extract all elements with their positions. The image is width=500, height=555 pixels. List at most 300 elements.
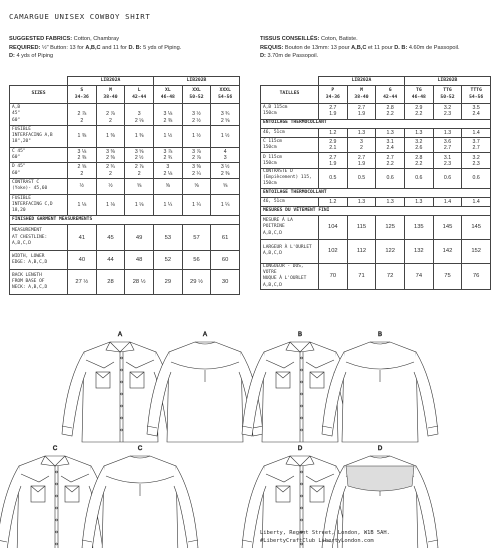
cell-text: (Empiècement) 115, 150cm: [263, 175, 312, 187]
value-cell: 52: [154, 250, 183, 269]
cell-text: 1.3: [357, 198, 366, 205]
value-cell: [462, 197, 491, 206]
value-cell: [125, 178, 154, 194]
cell-text: 3 ⅞: [163, 148, 173, 155]
cell-text: EDGE: A,B,C,D: [12, 259, 48, 265]
cell-text: 3 ⅝: [134, 148, 144, 155]
size-header-row: [10, 86, 240, 104]
required-d2-fr: D:: [260, 53, 266, 60]
cell-text: 1.4: [443, 198, 452, 205]
value-cell: [462, 215, 491, 239]
cell-text: 2: [137, 170, 141, 177]
cell-text: 2: [360, 145, 363, 152]
cell-text: XL: [165, 88, 171, 94]
cell-text: 3: [166, 164, 170, 171]
value-cell: [319, 169, 348, 189]
cell-text: 18,20: [12, 208, 26, 214]
size-header: [154, 86, 183, 104]
cell-text: 2 ¾: [163, 155, 173, 162]
value-cell: [182, 194, 211, 216]
value-cell: [462, 137, 491, 153]
cell-text: ⅝: [194, 183, 199, 190]
view-label: A: [202, 332, 208, 338]
cell-text: 2.3: [443, 160, 452, 167]
cell-text: 145: [442, 224, 453, 231]
cell-text: 2.8: [386, 105, 394, 112]
row-label: [10, 147, 68, 163]
cell-text: 3: [137, 111, 141, 118]
shirt-back-drawing: [322, 332, 438, 442]
cell-text: LARGEUR À L'OURLET: [263, 245, 312, 251]
fabrics-label: SUGGESTED FABRICS:: [9, 36, 73, 42]
value-cell: [125, 147, 154, 163]
cell-text: 150cm: [263, 111, 277, 117]
size-header: [182, 86, 211, 104]
value-cell: [68, 104, 97, 126]
cell-text: 2.8: [415, 154, 423, 161]
cell-text: FROM BASE OF: [12, 279, 45, 285]
value-cell: [182, 163, 211, 179]
value-cell: [405, 197, 434, 206]
table-row: [261, 215, 491, 239]
cell-text: 34-36: [325, 94, 340, 100]
section-row: [10, 216, 240, 225]
section-row: [261, 206, 491, 215]
cell-text: 3.7: [472, 138, 480, 145]
required-text-2: and 11 for: [102, 44, 127, 51]
value-cell: 28 ½: [125, 269, 154, 295]
cell-text: FUSIBLE: [12, 127, 31, 133]
required-text-3-fr: 4.60m de Passopoil.: [408, 44, 460, 51]
cell-text: XXL: [192, 88, 201, 94]
address-line: Liberty, Regent Street, London, W1B 5AH.: [260, 530, 390, 536]
cell-text: 3 ½: [220, 164, 230, 171]
row-label: [10, 194, 68, 216]
cell-text: 3.1: [443, 154, 452, 161]
blank-cell: [261, 77, 319, 86]
cell-text: 2: [109, 117, 112, 124]
cell-text: 1.9: [357, 111, 366, 118]
row-label: [10, 269, 68, 295]
cell-text: 3: [223, 155, 227, 162]
value-cell: [154, 147, 183, 163]
value-cell: [433, 197, 462, 206]
cell-text: 2 ⅞: [192, 155, 201, 162]
required-abc: A,B,C: [85, 44, 101, 51]
value-cell: [125, 125, 154, 147]
size-header: [433, 86, 462, 104]
view-label: B: [377, 332, 383, 338]
cell-text: 42-44: [383, 94, 398, 100]
table-row: [10, 147, 240, 163]
value-cell: [125, 104, 154, 126]
cell-text: 1 ¼: [163, 201, 173, 208]
required-label-fr: REQUIS:: [260, 44, 284, 51]
value-cell: [433, 128, 462, 137]
website-line: #LibertyCraftClub LibertyLondon.com: [260, 537, 374, 544]
value-cell: 61: [211, 225, 240, 251]
cell-text: 74: [415, 273, 423, 280]
cell-text: BACK LENGTH: [12, 272, 42, 278]
cell-text: M: [109, 88, 112, 94]
value-cell: [433, 215, 462, 239]
cell-text: 2.4: [472, 111, 480, 118]
cell-text: 1 ⅜: [77, 133, 87, 140]
cell-text: 0.5: [357, 175, 366, 182]
cell-text: 1.9: [329, 111, 337, 118]
value-cell: [319, 137, 348, 153]
group-header: LIB202B: [405, 77, 491, 86]
value-cell: [433, 169, 462, 189]
cell-text: 115: [356, 224, 367, 231]
value-cell: [68, 147, 97, 163]
cell-text: 1.4: [472, 198, 480, 205]
required-text-1-fr: Bouton de 13mm: 13 pour: [284, 44, 350, 51]
row-label: [261, 169, 319, 189]
section-title: FINISHED GARMENT MEASUREMENTS: [10, 216, 240, 225]
cell-text: XXXL: [219, 88, 231, 94]
value-cell: [462, 128, 491, 137]
cell-text: 2 ⅞: [77, 111, 87, 118]
value-cell: [433, 153, 462, 169]
value-cell: 28: [96, 269, 125, 295]
value-cell: [319, 104, 348, 120]
value-cell: [347, 169, 376, 189]
table-row: [10, 194, 240, 216]
value-cell: [319, 239, 348, 263]
cell-text: 1.3: [386, 198, 394, 205]
shirt-drawings: [0, 328, 500, 548]
cell-text: NECK: A,B,C,D: [12, 285, 48, 291]
value-cell: 29 ½: [182, 269, 211, 295]
sizes-header: SIZES: [10, 86, 68, 104]
cell-text: 0.6: [415, 175, 423, 182]
sizes-header: TAILLES: [261, 86, 319, 104]
cell-text: FUSIBLE: [12, 195, 31, 201]
value-cell: [96, 104, 125, 126]
value-cell: 49: [125, 225, 154, 251]
value-cell: [405, 137, 434, 153]
cell-text: 135: [413, 224, 424, 231]
section-row: [261, 119, 491, 128]
value-cell: [211, 104, 240, 126]
cell-text: 76: [472, 273, 480, 280]
size-header: [68, 86, 97, 104]
table-row: [261, 263, 491, 289]
cell-text: 2.7: [443, 145, 452, 152]
pattern-title: CAMARGUE UNISEX COWBOY SHIRT: [9, 12, 151, 21]
table-row: [261, 153, 491, 169]
row-label: [261, 153, 319, 169]
cell-text: 1 ⅜: [106, 133, 115, 140]
value-cell: [405, 239, 434, 263]
cell-text: 2 ⅝: [77, 164, 87, 171]
value-cell: [96, 178, 125, 194]
cell-text: 1.2: [329, 198, 337, 205]
size-header: [405, 86, 434, 104]
value-cell: [154, 163, 183, 179]
value-cell: [68, 163, 97, 179]
cell-text: 54-56: [218, 94, 233, 100]
value-cell: [154, 178, 183, 194]
size-header: [319, 86, 348, 104]
cell-text: 3 ⅜: [106, 148, 115, 155]
section-title: ENTOILAGE THERMOCOLLANT: [261, 188, 491, 197]
cell-text: 3 ⅞: [192, 148, 201, 155]
required-d-fr: D. B:: [394, 44, 408, 51]
cell-text: ⅝: [222, 183, 228, 190]
row-label: [10, 104, 68, 126]
size-header-row: [261, 86, 491, 104]
fabrics-label-fr: TISSUS CONSEILLÉS:: [260, 36, 320, 42]
cell-text: 71: [358, 273, 365, 280]
cell-text: WIDTH, LOWER: [12, 253, 45, 259]
measure-row: [10, 269, 240, 295]
cell-text: 4: [223, 148, 227, 155]
required-text-3: 5 yds of Piping.: [143, 44, 182, 51]
fabrics-value: Cotton, Chambray: [73, 36, 120, 42]
cell-text: 132: [413, 248, 424, 255]
required-text-1: ½" Button: 13 for: [41, 44, 84, 51]
value-cell: [319, 263, 348, 289]
value-cell: 29: [154, 269, 183, 295]
value-cell: [433, 263, 462, 289]
group-header: LIB202A: [319, 77, 405, 86]
cell-text: CONTRAST C: [12, 180, 40, 186]
cell-text: 125: [385, 224, 395, 231]
section-row: [261, 188, 491, 197]
value-cell: [68, 178, 97, 194]
cell-text: 46, 51cm: [263, 129, 285, 135]
value-cell: [376, 215, 405, 239]
cell-text: 45": [12, 111, 21, 117]
value-cell: 40: [68, 250, 97, 269]
cell-text: 3.6: [443, 138, 452, 145]
value-cell: [405, 215, 434, 239]
sizes-table-fr: [260, 76, 491, 290]
cell-text: 0.5: [329, 175, 337, 182]
cell-text: 60": [12, 117, 21, 123]
cell-text: 34-36: [74, 94, 89, 100]
cell-text: 2 ⅜: [220, 170, 230, 177]
section-title: MESURES DU VÊTEMENT FINI: [261, 206, 491, 215]
cell-text: 54-56: [469, 94, 484, 100]
value-cell: [347, 215, 376, 239]
cell-text: 3.1: [386, 138, 394, 145]
table-row: [261, 128, 491, 137]
cell-text: 2 ⅛: [134, 117, 144, 124]
cell-text: 2.2: [415, 111, 423, 118]
cell-text: 2 ⅜: [77, 155, 87, 162]
value-cell: [96, 147, 125, 163]
cell-text: A,B,C,D: [263, 251, 282, 257]
required-text-4-fr: 3.70m de Passopoil.: [267, 53, 319, 60]
value-cell: 45: [96, 225, 125, 251]
cell-text: 2 ½: [192, 117, 201, 124]
value-cell: [211, 163, 240, 179]
required-text-4: 4 yds of Piping: [16, 53, 54, 60]
cell-text: TG: [416, 88, 422, 94]
value-cell: [347, 153, 376, 169]
value-cell: 57: [182, 225, 211, 251]
cell-text: 2.4: [386, 145, 394, 152]
cell-text: ½: [79, 183, 84, 190]
value-cell: 44: [96, 250, 125, 269]
cell-text: L: [137, 88, 141, 94]
size-header: [96, 86, 125, 104]
value-cell: 56: [182, 250, 211, 269]
value-cell: 48: [125, 250, 154, 269]
cell-text: 1.3: [386, 129, 394, 136]
value-cell: [319, 128, 348, 137]
cell-text: 3.2: [472, 154, 480, 161]
value-cell: [376, 263, 405, 289]
cell-text: 152: [471, 248, 481, 255]
size-header: [376, 86, 405, 104]
cell-text: 1.3: [443, 129, 452, 136]
cell-text: 46-48: [411, 94, 426, 100]
cell-text: C 45": [12, 148, 26, 154]
cell-text: 2 ¾: [106, 164, 115, 171]
table-row: [10, 104, 240, 126]
cell-text: 102: [327, 248, 338, 255]
value-cell: [462, 104, 491, 120]
cell-text: M: [360, 88, 363, 94]
cell-text: A,B 115cm: [263, 105, 288, 111]
size-header: [462, 86, 491, 104]
cell-text: D 45": [12, 164, 26, 170]
size-header: [211, 86, 240, 104]
cell-text: 2 ½: [134, 155, 144, 162]
cell-text: 2: [80, 117, 84, 124]
cell-text: 3.2: [443, 105, 452, 112]
row-label: [261, 137, 319, 153]
group-header-row: [261, 77, 491, 86]
cell-text: 145: [471, 224, 481, 231]
value-cell: [154, 194, 183, 216]
row-label: [261, 197, 319, 206]
value-cell: [347, 104, 376, 120]
cell-text: P: [331, 88, 335, 94]
required-text-2-fr: et 11 pour: [367, 44, 393, 51]
cell-text: A,B,C,D: [12, 240, 31, 246]
value-cell: [347, 239, 376, 263]
cell-text: 38-40: [103, 94, 118, 100]
cell-text: 38-40: [354, 94, 369, 100]
cell-text: 3 ½: [192, 111, 201, 118]
cell-text: 3 ¾: [220, 111, 230, 118]
value-cell: [405, 104, 434, 120]
cell-text: 2.7: [472, 145, 480, 152]
value-cell: [96, 163, 125, 179]
view-label: D: [377, 446, 383, 452]
english-requirements: [9, 35, 249, 61]
cell-text: 2 ⅞: [106, 111, 115, 118]
cell-text: 2.2: [386, 160, 394, 167]
cell-text: 2.9: [329, 138, 337, 145]
value-cell: [433, 239, 462, 263]
cell-text: 1.9: [357, 160, 366, 167]
value-cell: [68, 194, 97, 216]
cell-text: AT CHESTLINE:: [12, 234, 48, 240]
cell-text: ½: [108, 183, 113, 190]
cell-text: 3 ⅛: [77, 148, 87, 155]
row-label: [261, 239, 319, 263]
view-label: A: [117, 332, 123, 338]
cell-text: 2 ⅝: [220, 117, 230, 124]
value-cell: [211, 194, 240, 216]
french-requirements: [260, 35, 500, 61]
value-cell: [433, 104, 462, 120]
row-label: [261, 263, 319, 289]
value-cell: [405, 169, 434, 189]
value-cell: 53: [154, 225, 183, 251]
cell-text: C 115cm: [263, 138, 282, 144]
cell-text: 2.7: [329, 105, 337, 112]
view-label: D: [297, 446, 303, 452]
cell-text: 2: [80, 170, 84, 177]
required-abc-fr: A,B,C: [351, 44, 367, 51]
value-cell: [211, 178, 240, 194]
measure-row: [10, 250, 240, 269]
cell-text: 1 ¼: [192, 201, 201, 208]
value-cell: [182, 147, 211, 163]
cell-text: 46, 51cm: [263, 198, 285, 204]
table-row: [261, 104, 491, 120]
cell-text: 2.7: [386, 154, 394, 161]
value-cell: [462, 263, 491, 289]
fabrics-value-fr: Coton, Batiste.: [320, 36, 358, 42]
value-cell: 41: [68, 225, 97, 251]
required-d: D. B:: [128, 44, 142, 51]
row-label: [261, 128, 319, 137]
value-cell: [376, 197, 405, 206]
table-row: [261, 239, 491, 263]
row-label: [10, 250, 68, 269]
cell-text: 2.3: [443, 111, 452, 118]
measure-row: [10, 225, 240, 251]
cell-text: 0.6: [386, 175, 394, 182]
value-cell: [96, 194, 125, 216]
value-cell: [211, 147, 240, 163]
cell-text: 50-52: [189, 94, 204, 100]
sizes-table-en: [9, 76, 240, 295]
cell-text: A,B,C,D: [263, 230, 282, 236]
cell-text: 1.2: [329, 129, 337, 136]
required-label: REQUIRED:: [9, 44, 41, 51]
table-row: [261, 197, 491, 206]
cell-text: 46-48: [160, 94, 175, 100]
cell-text: 1.4: [472, 129, 480, 136]
cell-text: 2.7: [329, 154, 337, 161]
value-cell: [376, 104, 405, 120]
cell-text: 142: [442, 248, 453, 255]
row-label: [10, 163, 68, 179]
cell-text: 75: [444, 273, 451, 280]
row-label: [10, 225, 68, 251]
cell-text: 1 ⅛: [106, 201, 115, 208]
value-cell: [405, 128, 434, 137]
cell-text: 2 ⅜: [106, 155, 115, 162]
value-cell: [376, 128, 405, 137]
cell-text: 1 ⅜: [134, 133, 144, 140]
cell-text: MEASUREMENT: [12, 228, 42, 234]
blank-cell: [10, 77, 68, 86]
cell-text: 2 ¼: [192, 170, 201, 177]
cell-text: 0.6: [472, 175, 480, 182]
value-cell: [347, 197, 376, 206]
cell-text: 2.1: [329, 145, 337, 152]
